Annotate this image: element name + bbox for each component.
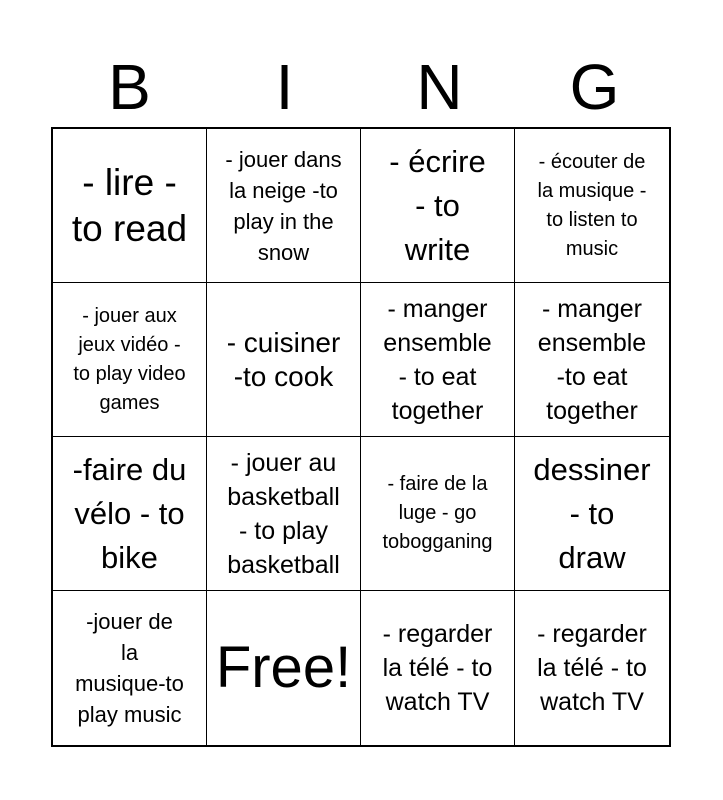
bingo-header: [52, 52, 672, 122]
bingo-board: [51, 127, 671, 747]
cell-text: dessiner - to draw: [533, 451, 651, 575]
header-letter-n: N: [416, 51, 463, 123]
bingo-cell[interactable]: [207, 129, 361, 283]
free-space-text: Free!: [215, 635, 352, 700]
header-letter-i: I: [275, 51, 294, 123]
cell-text: - écrire - to write: [389, 143, 486, 267]
cell-text: -faire du vélo - to bike: [72, 451, 187, 575]
cell-text: - faire de la luge - go tobogganing: [382, 473, 493, 553]
bingo-cell[interactable]: [53, 437, 207, 591]
bingo-cell[interactable]: [515, 283, 669, 437]
header-letter-b: B: [108, 51, 151, 123]
bingo-cell[interactable]: [53, 283, 207, 437]
cell-text: - jouer au basketball - to play basketball: [227, 448, 340, 579]
bingo-cell[interactable]: [361, 437, 515, 591]
bingo-cell[interactable]: [515, 129, 669, 283]
cell-text: - écouter de la musique - to listen to music: [537, 150, 647, 260]
cell-text: -jouer de la musique-to play music: [75, 609, 184, 727]
bingo-cell[interactable]: [361, 129, 515, 283]
cell-text: - cuisiner -to cook: [226, 326, 341, 392]
cell-text: - jouer dans la neige -to play in the snow: [225, 146, 342, 265]
free-space-cell[interactable]: [207, 591, 361, 745]
cell-text: - lire - to read: [71, 161, 188, 249]
cell-text: - manger ensemble -to eat together: [537, 294, 647, 425]
cell-text: - manger ensemble - to eat together: [383, 294, 492, 425]
bingo-cell[interactable]: [515, 591, 669, 745]
cell-text: - jouer aux jeux vidéo - to play video games: [73, 304, 186, 414]
cell-text: - regarder la télé - to watch TV: [537, 620, 647, 716]
cell-text: - regarder la télé - to watch TV: [382, 620, 493, 716]
bingo-cell[interactable]: [53, 129, 207, 283]
bingo-cell[interactable]: [53, 591, 207, 745]
bingo-cell[interactable]: [361, 591, 515, 745]
header-letter-g: G: [569, 51, 620, 123]
bingo-cell[interactable]: [207, 283, 361, 437]
bingo-cell[interactable]: [515, 437, 669, 591]
bingo-cell[interactable]: [361, 283, 515, 437]
bingo-cell[interactable]: [207, 437, 361, 591]
